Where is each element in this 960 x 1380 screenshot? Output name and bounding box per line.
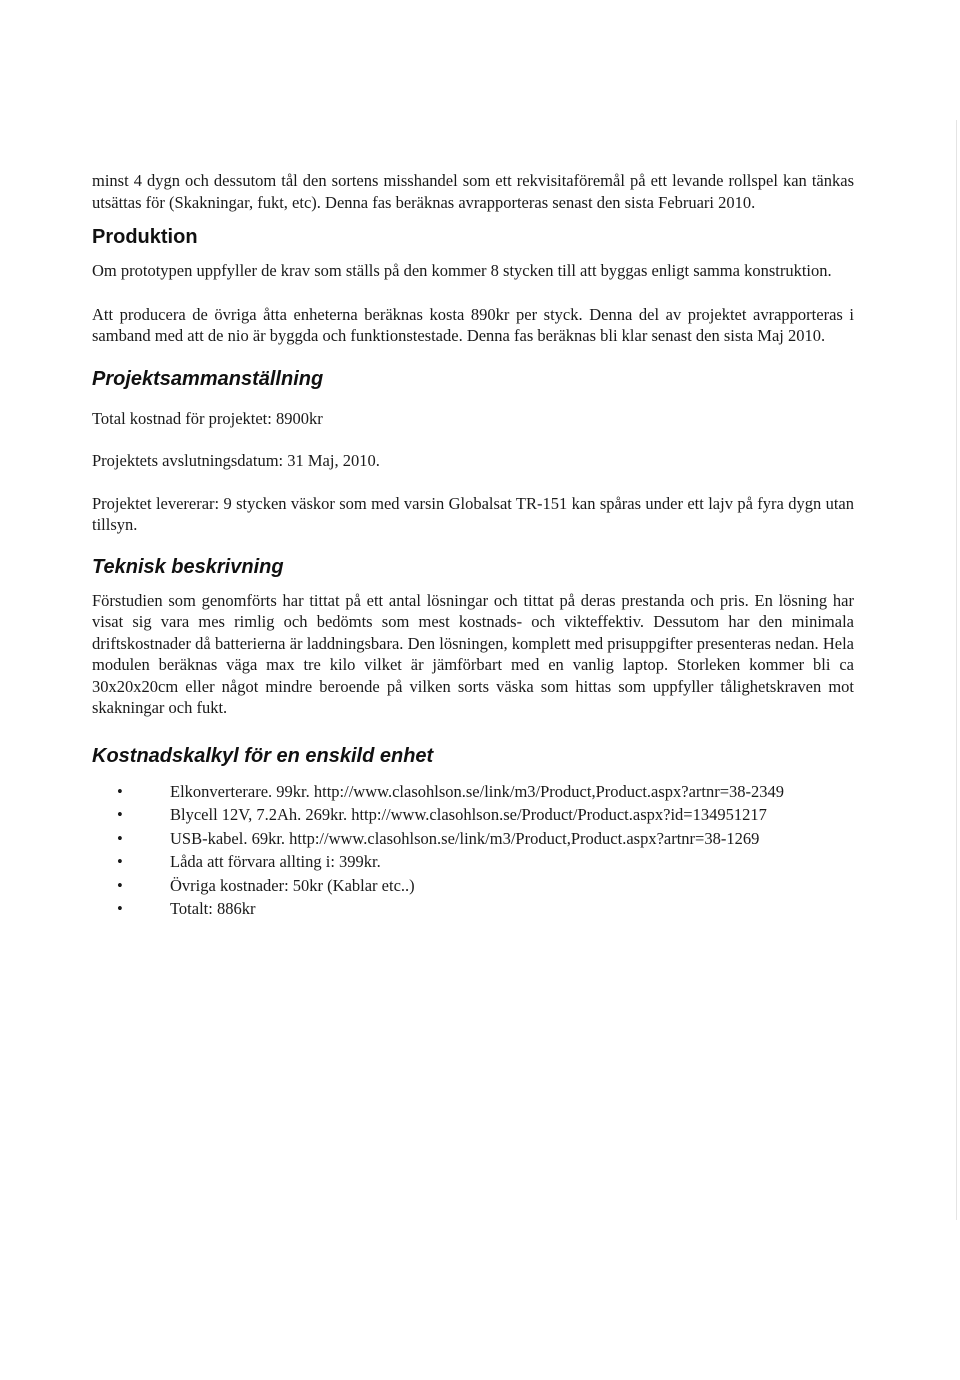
cost-item-text: Övriga kostnader: 50kr (Kablar etc..)	[170, 875, 415, 895]
cost-list	[92, 780, 854, 921]
end-date-line: Projektets avslutningsdatum: 31 Maj, 2010.	[92, 451, 380, 470]
heading-produktion: Produktion	[92, 226, 198, 248]
bullet-icon: •	[117, 781, 123, 801]
total-cost-line: Total kostnad för projektet: 8900kr	[92, 408, 323, 428]
bullet-icon: •	[117, 899, 123, 918]
bullet-icon: •	[117, 852, 123, 871]
heading-teknisk-beskrivning: Teknisk beskrivning	[92, 555, 284, 578]
bullet-icon: •	[117, 828, 123, 848]
cost-item-text: Låda att förvara allting i: 399kr.	[170, 852, 381, 871]
scan-edge-line	[956, 120, 957, 1220]
intro-paragraph: minst 4 dygn och dessutom tål den sortens misshandel som ett rekvisitaföremål på ett levande rollspel kan tänkas utsättas för (Skakningar, fukt, etc). Denna fas beräknas avrapporteras senast den sista Februari 2010.	[92, 171, 854, 212]
cost-item-text: Elkonverterare. 99kr. http://www.clasohlson.se/link/m3/Product,Product.aspx?artnr=38-2349	[170, 781, 785, 801]
cost-item-text: Totalt: 886kr	[170, 899, 256, 918]
heading-kostnadskalkyl: Kostnadskalkyl för en enskild enhet	[92, 744, 434, 767]
teknisk-paragraph: Förstudien som genomförts har tittat på ett antal lösningar och tittat på deras prestanda och pris. En lösning har visat sig vara mes rimlig och bedömts som mest kostnads- och vikteffektiv. Dessutom har den minimala driftskostnader då batterierna är laddningsbara. Den lösningen, komplett med prisuppgifter presenteras nedan. Hela modulen beräknas väga max tre kilo vilket är jämförbart med en vanlig laptop. Storleken kommer bli ca 30x20x20cm eller något mindre beroende på vilken sorts väska som hittas som uppfyller tålighetskraven mot skakningar och fukt.	[92, 590, 854, 717]
produktion-paragraph-1: Om prototypen uppfyller de krav som ställs på den kommer 8 stycken till att byggas enligt samma konstruktion.	[92, 261, 832, 280]
cost-list-item	[117, 780, 854, 804]
cost-list-item	[117, 827, 854, 851]
bullet-icon: •	[117, 875, 123, 895]
cost-list-item	[117, 897, 854, 921]
produktion-paragraph-2: Att producera de övriga åtta enheterna beräknas kosta 890kr per styck. Denna del av projektet avrapporteras i samband med att de nio är byggda och funktionstestade. Denna fas beräknas bli klar senast den sista Maj 2010.	[92, 304, 854, 345]
cost-list-item	[117, 803, 854, 827]
cost-item-text: USB-kabel. 69kr. http://www.clasohlson.se/link/m3/Product,Product.aspx?artnr=38-1269	[170, 828, 760, 848]
cost-list-item	[117, 850, 854, 874]
cost-item-text: Blycell 12V, 7.2Ah. 269kr. http://www.clasohlson.se/Product/Product.aspx?id=134951217	[170, 805, 767, 824]
deliverables-paragraph: Projektet levererar: 9 stycken väskor som med varsin Globalsat TR-151 kan spåras under ett lajv på fyra dygn utan tillsyn.	[92, 493, 854, 534]
cost-list-item	[117, 874, 854, 898]
bullet-icon: •	[117, 805, 123, 824]
document-page	[92, 170, 854, 921]
heading-projektsammanstallning: Projektsammanställning	[92, 367, 324, 390]
